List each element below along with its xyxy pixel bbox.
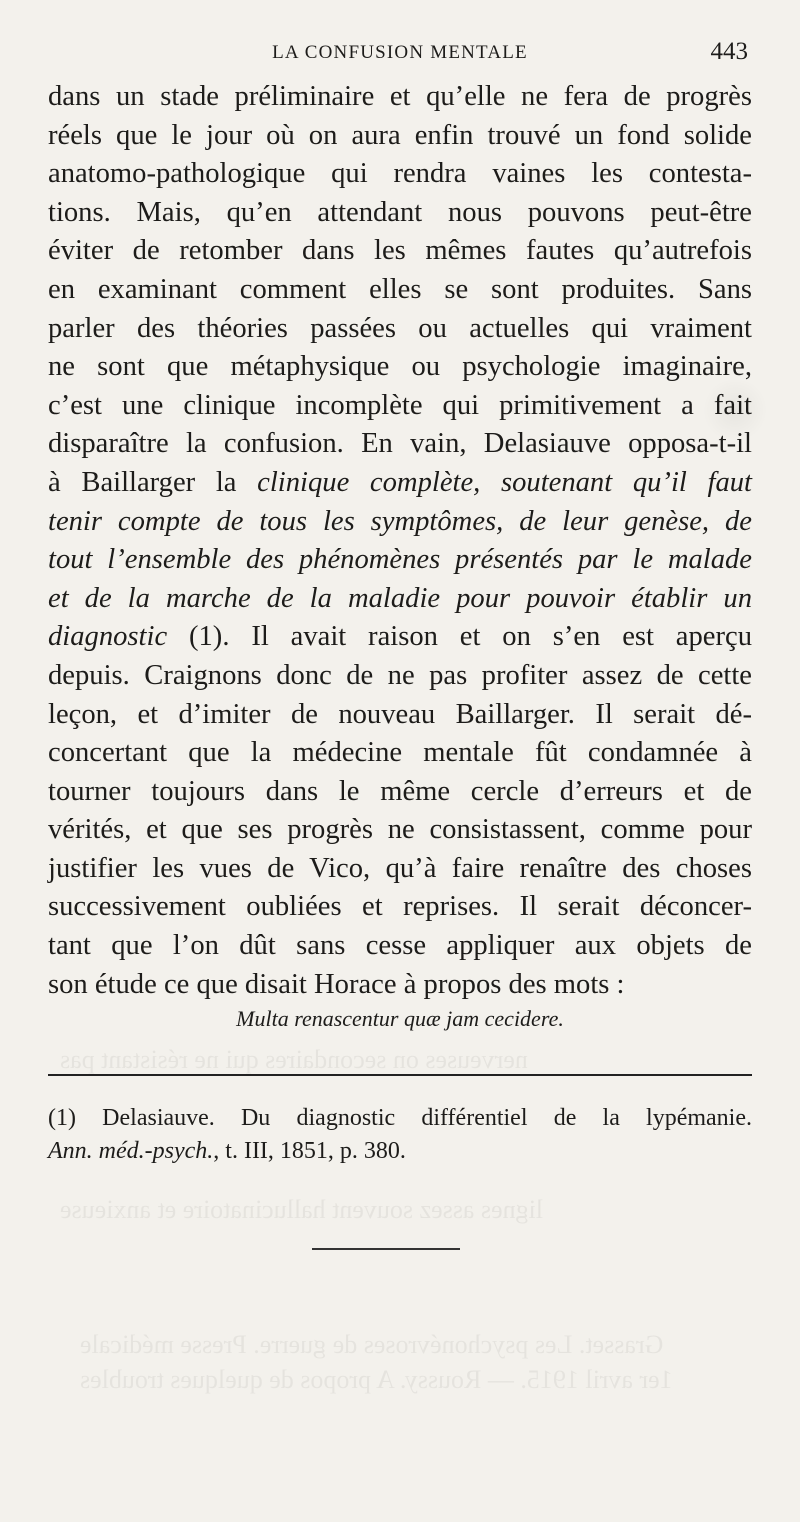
text-line: c’est une clinique incomplète qui primitivement a fait [48,389,752,421]
text-line: parler des théories passées ou actuelles qui vraiment [48,312,752,344]
bleed-through-text: 1er avril 1915. — Roussy. A propos de quelques troubles [80,1365,673,1394]
body-paragraph [48,78,752,1004]
text-line: ne sont que métaphysique ou psychologie imaginaire, [48,351,752,383]
text-line [48,464,752,503]
text-line: vérités, et que ses progrès ne consistassent, comme pour [48,814,752,846]
end-rule [312,1248,460,1250]
text-line: leçon, et d’imiter de nouveau Baillarger. Il serait dé- [48,698,752,730]
text-line [48,618,752,657]
page-number: 443 [710,38,748,65]
running-title: LA CONFUSION MENTALE [272,42,528,63]
text-line: justifier les vues de Vico, qu’à faire renaître des choses [48,852,752,884]
text-line: réels que le jour où on aura enfin trouvé un fond solide [48,119,752,151]
latin-quotation: Multa renascentur quæ jam cecidere. [236,1006,564,1031]
text-line: tant que l’on dût sans cesse appliquer aux objets de [48,930,752,962]
footnote-line [48,1135,752,1168]
italic-quote: diagnostic [48,621,168,653]
text-line: anatomo-pathologique qui rendra vaines les contesta- [48,158,752,190]
bleed-through-text: Grasset. Les psychonévroses de guerre. Presse médicale [80,1330,664,1359]
text-line: tions. Mais, qu’en attendant nous pouvons peut-être [48,196,752,228]
text-line: concertant que la médecine mentale fût condamnée à [48,737,752,769]
bleed-through-text: nerveuses on secondaires qui ne résistant pas [60,1045,528,1074]
italic-quote-line: tenir compte de tous les symptômes, de leur genèse, de [48,505,752,537]
text-line: dans un stade préliminaire et qu’elle ne fera de progrès [48,81,752,112]
italic-quote: clinique complète, soutenant qu’il faut [257,466,752,498]
text-line: son étude ce que disait Horace à propos des mots : [48,968,625,1000]
text-line: en examinant comment elles se sont produites. Sans [48,273,752,305]
bleed-through-text: lignes assez souvent hallucinatoire et anxieuse [60,1195,544,1224]
text-line: éviter de retomber dans les mêmes fautes qu’autrefois [48,235,752,267]
footnote-ref-run: (1). Il avait raison et on s’en est aperçu [167,621,752,653]
journal-title: Ann. méd.-psych. [48,1138,214,1164]
text-line: depuis. Craignons donc de ne pas profiter assez de cette [48,659,752,691]
footnote [48,1102,752,1168]
citation-details: , t. III, 1851, p. 380. [213,1138,406,1164]
text-run: à Baillarger la [48,466,258,498]
running-head [48,38,752,72]
footnote-separator [48,1074,752,1076]
footnote-line: (1) Delasiauve. Du diagnostic différentiel de la lypémanie. [48,1105,752,1131]
text-line: disparaître la confusion. En vain, Delasiauve opposa-t-il [48,428,752,460]
text-line: successivement oubliées et reprises. Il serait déconcer- [48,891,752,923]
text-line: tourner toujours dans le même cercle d’erreurs et de [48,775,752,807]
italic-quote-line: tout l’ensemble des phénomènes présentés par le malade [48,544,752,576]
italic-quote-line: et de la marche de la maladie pour pouvoir établir un [48,582,752,614]
